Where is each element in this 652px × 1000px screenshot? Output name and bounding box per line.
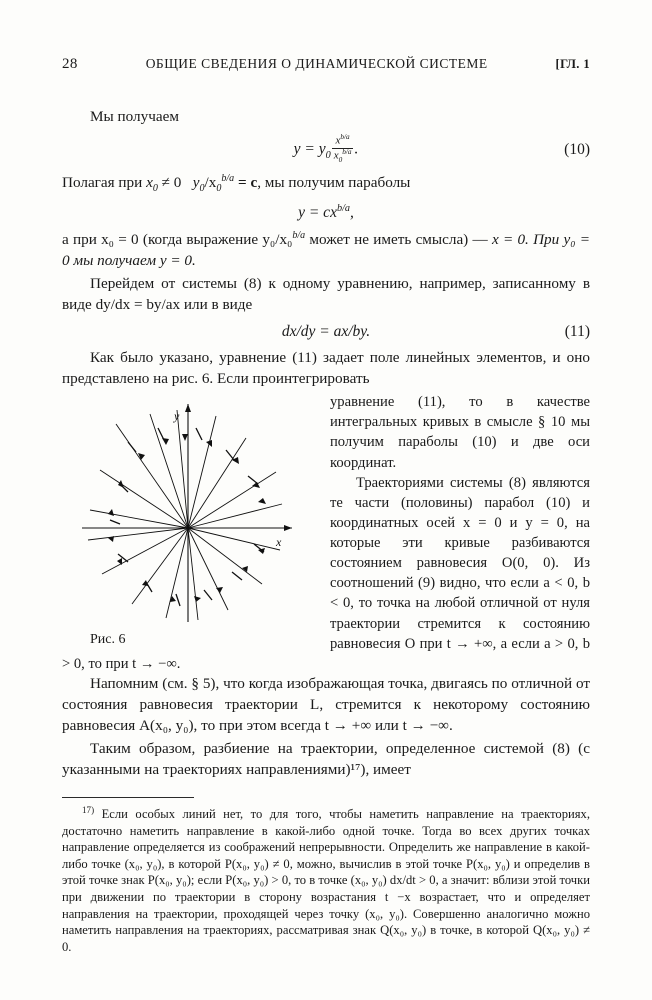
paragraph-conclusion: Таким образом, разбиение на траектории, определенное системой (8) (с указанными на траекториях направлениями)¹⁷), имеет (62, 739, 590, 778)
footnote-17 (62, 805, 590, 956)
equation-11 (62, 323, 590, 341)
running-title: ОБЩИЕ СВЕДЕНИЯ О ДИНАМИЧЕСКОЙ СИСТЕМЕ (145, 56, 488, 71)
footnote-text: Если особых линий нет, то для того, чтобы наметить направление на траекториях, достаточно наметить направление в какой-либо одной точке. Тогда во всех других точках направление определяется из соображений непрерывности. Определить же направление в какой-либо точке (x₀, y₀), в которой P(x₀, y₀) ≠ 0, можно, вычислив в этой точке P(x₀, y₀) и определив в этой точке знак P(x₀, y₀); если P(x₀, y₀) > 0, то в точке (x₀, y₀) dx/dt > 0, а значит: вблизи этой точки при движении по траектории в сторону возрастания t −x возрастает, что и определяет направления на траектории, проходящей через точку (x₀, y₀). Совершенно аналогично можно наметить направления на траекториях, рассматривая знак Q(x₀, y₀) в точке, в которой Q(x₀, y₀) ≠ 0. (62, 806, 590, 954)
figure-caption: Рис. 6 (90, 632, 126, 648)
figure-axis-label-x: x (276, 535, 282, 550)
paragraph-field: Как было указано, уравнение (11) задает поле линейных элементов, и оно представлено на рис. 6. Если проинтегрировать (62, 349, 590, 388)
equation-10-number: (10) (564, 141, 590, 159)
phase-portrait-svg (76, 398, 301, 626)
paragraph-intro: Мы получаем (90, 108, 179, 125)
chapter-marker: [ГЛ. 1 (555, 57, 590, 71)
figure-axis-label-y: y (174, 409, 180, 424)
fraction: $\frac{x^{b/a}}{x_0^{b/a}}$ (333, 132, 352, 164)
footnote-rule (62, 797, 194, 798)
page-content (62, 56, 590, 955)
paragraph-transition: Перейдем от системы (8) к одному уравнению, например, записанному в виде dy/dx = by/ax или в виде (62, 275, 590, 314)
footnote-marker: 17) (82, 804, 95, 815)
paragraph-reminder: Напомним (см. § 5), что когда изображающая точка, двигаясь по отличной от состояния равновесия траектории L, стремится к некоторому состоянию равновесия A(x₀, y₀), то при этом всегда t → +∞ или t → −∞. (62, 674, 590, 734)
paragraph-trajectories: Траекториями системы (8) являются те части (половины) парабол (10) и координатных осей x = 0 и y = 0, на которые эти кривые разбиваются состоянием равновесия O(0, 0). Из соотношений (9) видно, что если a < 0, b < 0, то точка на любой отличной от нуля траектории стремится к состоянию равновесия O при t → +∞, а если a > 0, b > 0, то при t → −∞. (62, 474, 590, 672)
figure-6-canvas (76, 398, 301, 626)
paragraph-polagaya: Полагая при $x_0 \ne 0$ $y_0/x_0^{b/a} = c$, мы получим параболы (62, 173, 411, 195)
running-head (62, 56, 590, 73)
equation-11-number: (11) (564, 323, 590, 341)
figure-6 (76, 398, 314, 648)
equation-10-body: $y = y_0$ $\frac{x^{b/a}}{x_0^{b/a}}$ . (293, 132, 359, 164)
paragraph-integral-curves: уравнение (11), то в качестве интегральных кривых в смысле § 10 мы получим параболы (10) и две оси координат. (330, 394, 590, 471)
equation-10 (62, 132, 590, 165)
equation-parabolas-body: $y = cx^{b/a}$, (298, 203, 354, 222)
paragraph-cases: а при x₀ = 0 (когда выражение y₀/x₀$^{b/a}$ может не иметь смысла) — x = 0. При y₀ = 0 мы получаем y = 0. (62, 230, 591, 270)
equation-parabolas (62, 203, 590, 222)
page-number: 28 (62, 56, 78, 72)
equation-11-body: dx/dy = ax/by. (281, 323, 371, 341)
